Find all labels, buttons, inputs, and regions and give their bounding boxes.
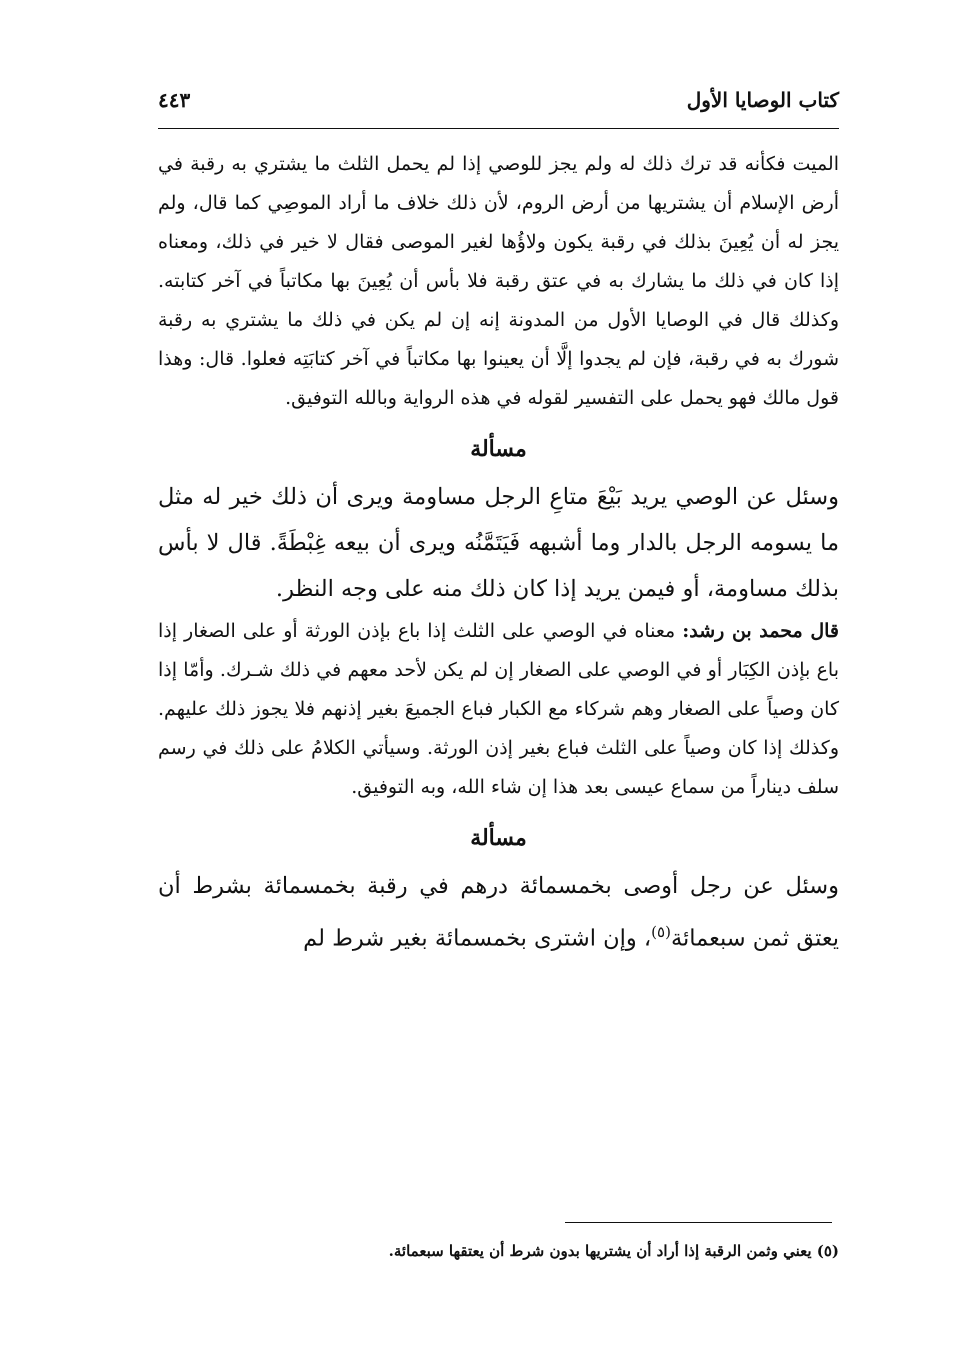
commentary-text: معناه في الوصي على الثلث إذا باع بإذن الورثة أو على الصغار إذا باع بإذن الكِبَار أو في الوصي على الصغار إن لم يكن لأحد معهم في ذلك شـرك. وأمّا إذا كان وصياً على الصغار وهم شركاء مع الكبار فباع الجميعَ بغير إذنهم فلا يجوز ذلك عليهم. وكذلك إذا كان وصياً على الثلث فباع بغير إذن الورثة. وسيأتي الكلامُ على ذلك في رسم سلف ديناراً من سماع عيسى بعد هذا إن شاء الله، وبه التوفيق.: [158, 620, 839, 798]
paragraph-4: [158, 863, 839, 962]
page-header: [158, 88, 839, 128]
commentary-lead: قال محمد بن رشد:: [682, 620, 839, 642]
paragraph-3: [158, 612, 839, 807]
footnote: (٥) يعني وثمن الرقبة إذا أراد أن يشتريها بدون شرط أن يعتقها سبعمائة.: [388, 1242, 839, 1260]
paragraph-4-text-end: ، وإن اشترى بخمسمائة بغير شرط لم: [303, 925, 652, 952]
paragraph-2: وسئل عن الوصي يريد بَيْعَ متاعِ الرجل مساومة ويرى أن ذلك خير له مثل ما يسومه الرجل بالدار وما أشبهه فَيَتَمَّنُه ويرى أن بيعه غِبْطَةً. قال لا بأس بذلك مساومة، أو فيمن يريد إذا كان ذلك منه على وجه النظر.: [158, 484, 839, 602]
main-text: [158, 145, 839, 962]
footnote-marker: (٥): [651, 923, 671, 941]
paragraph-1: الميت فكأنه قد ترك ذلك له ولم يجز للوصي إذا لم يحمل الثلث ما يشتري به رقبة في أرض الإسلام أن يشتريها من أرض الروم، لأن ذلك خلاف ما أراد الموصِي كما قال، ولم يجز له أن يُعِينَ بذلك في رقبة يكون ولاؤُها لغير الموصى فقال لا خير في ذلك، ومعناه إذا كان في ذلك ما يشارك به في عتق رقبة فلا بأس أن يُعِينَ بها مكاتباً في آخر كتابته. وكذلك قال في الوصايا الأول من المدونة إنه إن لم يكن في ذلك ما يشتري به رقبة شورك به في رقبة، فإن لم يجدوا إلَّا أن يعينوا بها مكاتباً في آخر كتابَتِه فعلوا. قال: وهذا قول مالك فهو يحمل على التفسير لقوله في هذه الرواية وبالله التوفيق.: [158, 153, 839, 409]
page-number: ٤٤٣: [158, 88, 191, 112]
running-title: كتاب الوصايا الأول: [686, 88, 839, 112]
section-heading-1: مسألة: [470, 436, 527, 462]
paragraph-4-text-start: وسئل عن رجل أوصى بخمسمائة درهم في رقبة بخمسمائة بشرط أن يعتق ثمن سبعمائة: [158, 873, 839, 952]
section-heading-2: مسألة: [470, 825, 527, 851]
header-rule: [158, 128, 839, 129]
footnote-rule: [565, 1222, 832, 1223]
